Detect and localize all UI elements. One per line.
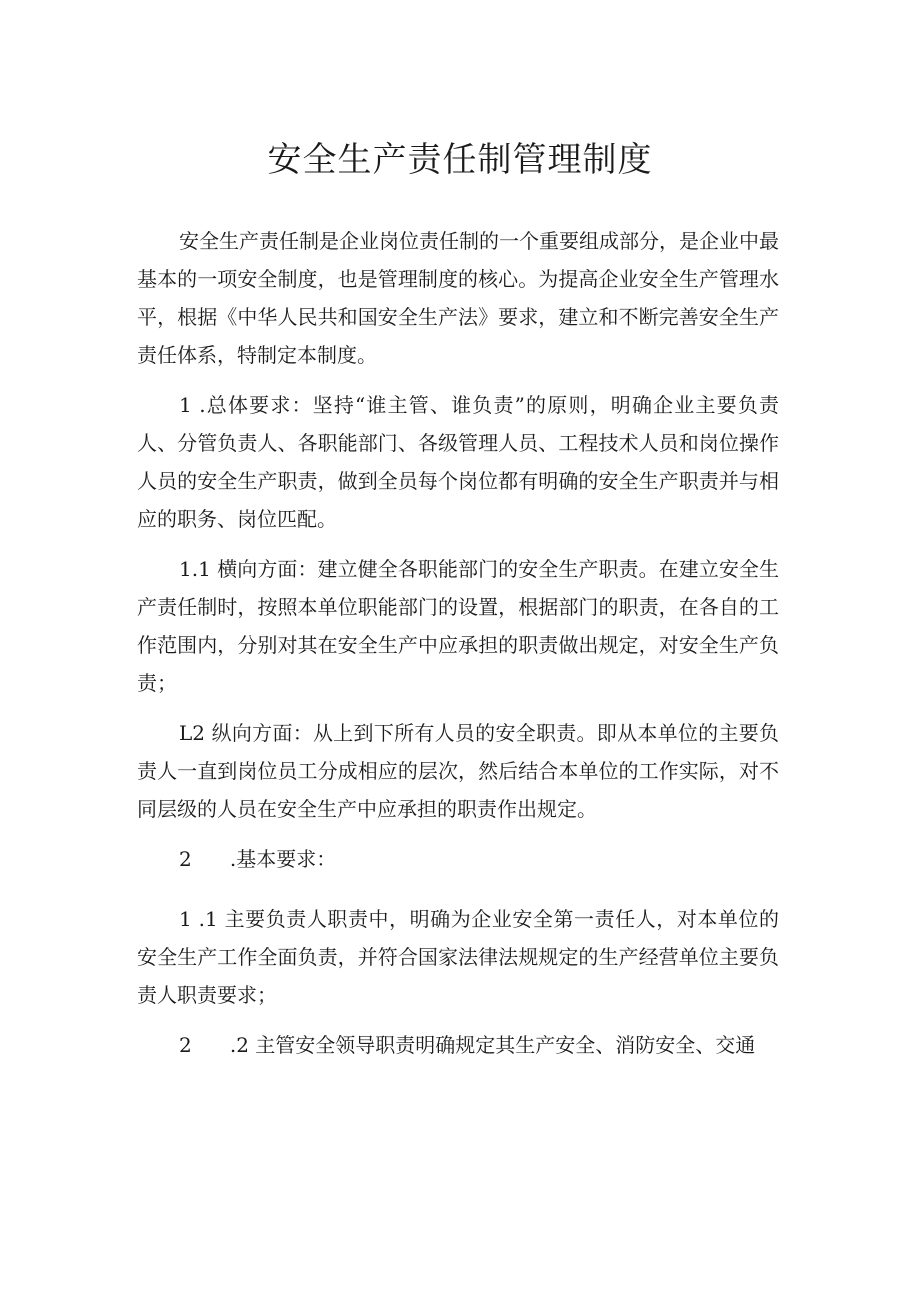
section-2-1-principal: 1 .1 主要负责人职责中，明确为企业安全第一责任人，对本单位的安全生产工作全面负责，并符合国家法律法规规定的生产经营单位主要负责人职责要求； [137,907,779,1007]
section-2-2-safety-leader: 2 .2 主管安全领导职责明确规定其生产安全、消防安全、交通 [179,1033,756,1057]
document-title: 安全生产责任制管理制度 [267,140,653,180]
section-1-general-requirements: 1 .总体要求：坚持“谁主管、谁负责”的原则，明确企业主要负责人、分管负责人、各职能部门、各级管理人员、工程技术人员和岗位操作人员的安全生产职责，做到全员每个岗位都有明确的安全生产职责并与相应的职务、岗位匹配。 [137,393,779,531]
section-1-1-horizontal: 1.1 横向方面：建立健全各职能部门的安全生产职责。在建立安全生产责任制时，按照本单位职能部门的设置，根据部门的职责，在各自的工作范围内，分别对其在安全生产中应承担的职责做出规定，对安全生产负责； [137,557,779,695]
document-body [137,222,779,1076]
section-2-basic-requirements: 2 .基本要求： [179,847,337,871]
section-1-2-vertical: L2 纵向方面：从上到下所有人员的安全职责。即从本单位的主要负责人一直到岗位员工分成相应的层次，然后结合本单位的工作实际，对不同层级的人员在安全生产中应承担的职责作出规定。 [137,721,779,821]
intro-paragraph: 安全生产责任制是企业岗位责任制的一个重要组成部分，是企业中最基本的一项安全制度，也是管理制度的核心。为提高企业安全生产管理水平，根据《中华人民共和国安全生产法》要求，建立和不断完善安全生产责任体系，特制定本制度。 [137,229,779,367]
